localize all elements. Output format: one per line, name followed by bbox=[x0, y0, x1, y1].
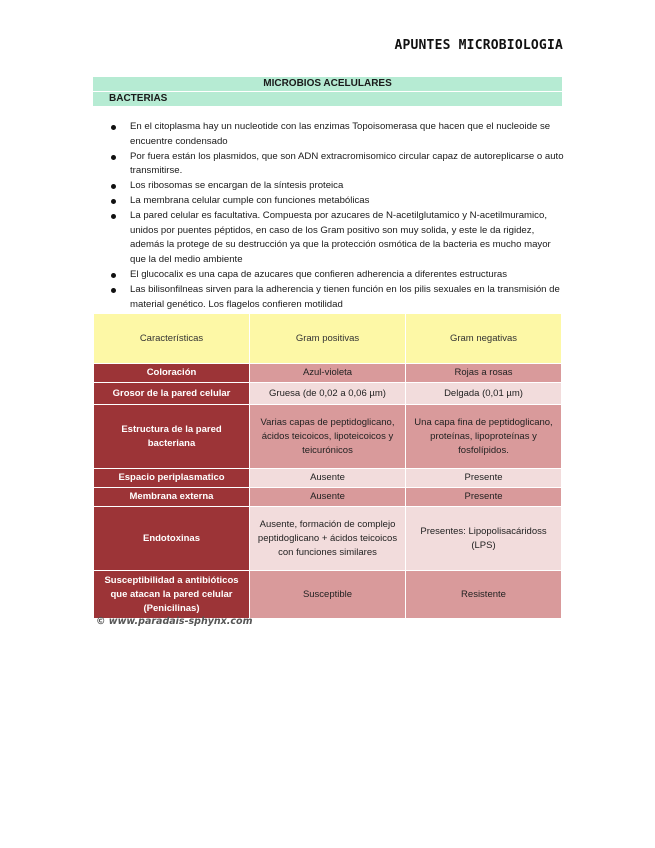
column-header: Características bbox=[94, 314, 250, 364]
column-header: Gram positivas bbox=[250, 314, 406, 364]
table-row bbox=[94, 469, 562, 488]
list-item-text: La pared celular es facultativa. Compuesta por azucares de N-acetilglutamico y N-acetilmuramico, unidos por puentes péptidos, en caso de los Gram positivo son muy solida, y este le da rigidez, además la protege de su destrucción ya que la protección osmótica de la bacteria es mucho mayor que la del medio ambiente bbox=[130, 209, 551, 266]
row-label: Espacio periplasmatico bbox=[94, 469, 250, 488]
gram-positive-cell: Ausente bbox=[250, 469, 406, 488]
row-label: Estructura de la pared bacteriana bbox=[94, 405, 250, 469]
row-label: Susceptibilidad a antibióticos que atacan la pared celular (Penicilinas) bbox=[94, 571, 250, 619]
gram-negative-cell: Rojas a rosas bbox=[406, 364, 562, 383]
list-item bbox=[110, 194, 565, 209]
row-label: Endotoxinas bbox=[94, 507, 250, 571]
gram-positive-cell: Ausente, formación de complejo peptidoglicano + ácidos teicoicos con funciones similares bbox=[250, 507, 406, 571]
list-item bbox=[110, 120, 565, 150]
list-item-text: En el citoplasma hay un nucleotide con las enzimas Topoisomerasa que hacen que el nucleoide se encuentre condensado bbox=[130, 121, 551, 147]
table-row bbox=[94, 383, 562, 405]
gram-negative-cell: Una capa fina de peptidoglicano, proteínas, lipoproteínas y fosfolípidos. bbox=[406, 405, 562, 469]
row-label: Coloración bbox=[94, 364, 250, 383]
gram-negative-cell: Presente bbox=[406, 488, 562, 507]
section-subtitle-band: BACTERIAS bbox=[93, 92, 562, 106]
bullet-icon bbox=[111, 273, 116, 278]
list-item bbox=[110, 283, 565, 313]
gram-positive-cell: Azul-violeta bbox=[250, 364, 406, 383]
list-item-text: Las bilisonfilneas sirven para la adherencia y tienen función en los pilis sexuales en la transmisión de material genético. Los flagelos confieren motilidad bbox=[130, 283, 560, 310]
gram-positive-cell: Varias capas de peptidoglicano, ácidos teicoicos, lipoteicoicos y teicurónicos bbox=[250, 405, 406, 469]
table-row bbox=[94, 571, 562, 619]
row-label: Membrana externa bbox=[94, 488, 250, 507]
gram-negative-cell: Presente bbox=[406, 469, 562, 488]
gram-comparison-table bbox=[93, 313, 561, 619]
list-item-text: Los ribosomas se encargan de la síntesis proteica bbox=[130, 180, 344, 192]
copyright-caption: © www.paradais-sphynx.com bbox=[96, 616, 253, 627]
column-header: Gram negativas bbox=[406, 314, 562, 364]
list-item-text: Por fuera están los plasmidos, que son ADN extracromisomico circular capaz de autoreplicarse o auto transmitirse. bbox=[130, 150, 564, 177]
table-row bbox=[94, 405, 562, 469]
gram-negative-cell: Delgada (0,01 µm) bbox=[406, 383, 562, 405]
gram-negative-cell: Presentes: Lipopolisacáridoss (LPS) bbox=[406, 507, 562, 571]
table-row bbox=[94, 507, 562, 571]
list-item-text: La membrana celular cumple con funciones metabólicas bbox=[130, 194, 370, 206]
table-row bbox=[94, 364, 562, 383]
bullet-icon bbox=[111, 199, 116, 204]
bullet-icon bbox=[111, 155, 116, 160]
row-label: Grosor de la pared celular bbox=[94, 383, 250, 405]
gram-positive-cell: Ausente bbox=[250, 488, 406, 507]
gram-negative-cell: Resistente bbox=[406, 571, 562, 619]
list-item-text: El glucocalix es una capa de azucares que confieren adherencia a diferentes estructuras bbox=[130, 268, 508, 280]
list-item bbox=[110, 150, 565, 180]
table-row bbox=[94, 488, 562, 507]
table-header-row bbox=[94, 314, 562, 364]
list-item bbox=[110, 209, 565, 268]
bullet-icon bbox=[111, 288, 116, 293]
gram-positive-cell: Susceptible bbox=[250, 571, 406, 619]
gram-positive-cell: Gruesa (de 0,02 a 0,06 µm) bbox=[250, 383, 406, 405]
bullet-icon bbox=[111, 125, 116, 130]
bullet-icon bbox=[111, 214, 116, 219]
list-item bbox=[110, 179, 565, 194]
section-title-band: MICROBIOS ACELULARES bbox=[93, 77, 562, 91]
document-header-title: APUNTES MICROBIOLOGIA bbox=[394, 38, 563, 53]
list-item bbox=[110, 268, 565, 283]
bullet-list bbox=[110, 120, 565, 312]
bullet-icon bbox=[111, 184, 116, 189]
